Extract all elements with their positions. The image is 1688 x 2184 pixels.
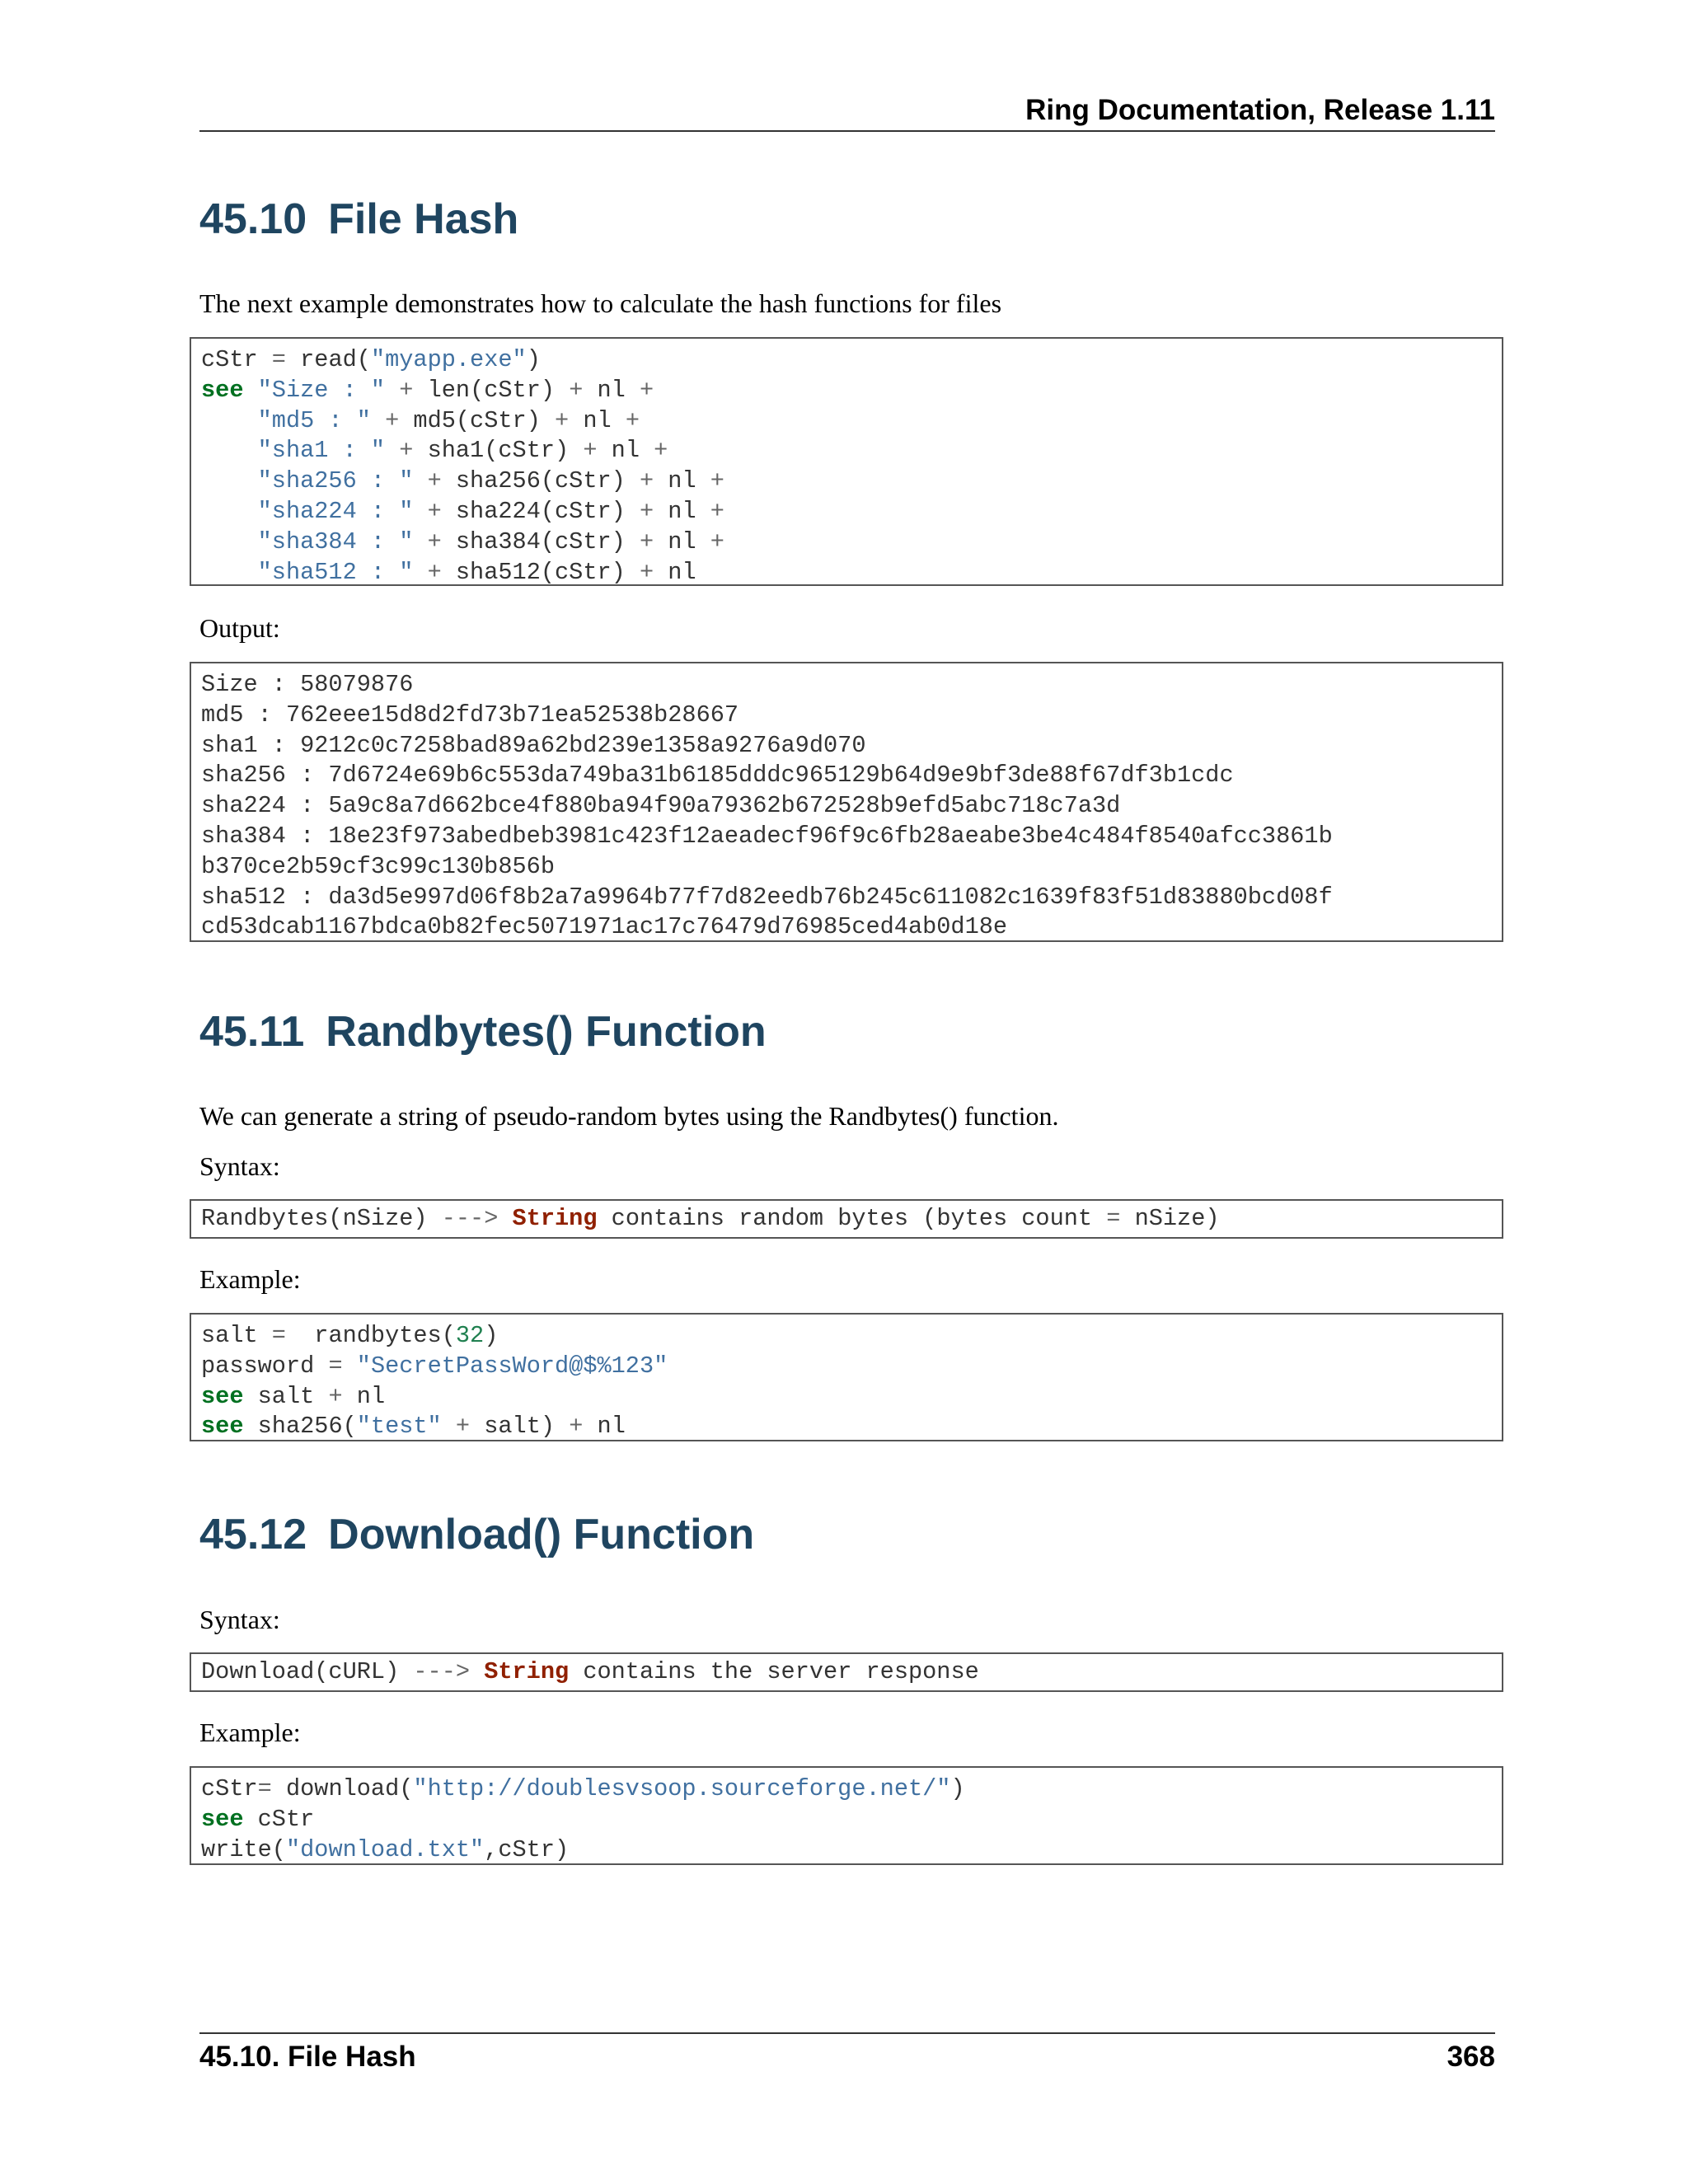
- syntax-label: Syntax:: [199, 1605, 280, 1634]
- section-number: 45.11: [199, 1008, 305, 1056]
- example-label: Example:: [199, 1718, 301, 1747]
- section-title: Randbytes() Function: [326, 1008, 767, 1056]
- example-label: Example:: [199, 1264, 301, 1294]
- code-line: "sha1 : " + sha1(cStr) + nl +: [257, 437, 668, 465]
- code-line: salt = randbytes(32): [201, 1322, 499, 1349]
- code-line: see salt + nl: [201, 1382, 386, 1410]
- output-line: sha256 : 7d6724e69b6c553da749ba31b6185dddc965129b64d9e9bf3de88f67df3b1cdc: [201, 762, 1234, 790]
- output-line: cd53dcab1167bdca0b82fec5071971ac17c76479d76985ced4ab0d18e: [201, 913, 1008, 941]
- code-line: "sha512 : " + sha512(cStr) + nl: [257, 558, 696, 586]
- page-number: 368: [1447, 2041, 1495, 2073]
- code-line: write("download.txt",cStr): [201, 1835, 570, 1863]
- output-line: sha384 : 18e23f973abedbeb3981c423f12aeadecf96f9c6fb28aeabe3be4c484f8540afcc3861b: [201, 822, 1333, 850]
- section-number: 45.12: [199, 1511, 307, 1558]
- code-line: see cStr: [201, 1805, 315, 1833]
- code-block-download-syntax: [190, 1652, 1503, 1692]
- code-line: "sha384 : " + sha384(cStr) + nl +: [257, 527, 724, 555]
- code-line: cStr= download("http://doublesvsoop.sourceforge.net/"): [201, 1775, 965, 1802]
- section-heading-randbytes: [199, 1007, 767, 1057]
- output-label: Output:: [199, 613, 280, 643]
- footer-section-ref: 45.10. File Hash: [199, 2041, 416, 2073]
- output-line: sha224 : 5a9c8a7d662bce4f880ba94f90a79362b672528b9efd5abc718c7a3d: [201, 792, 1121, 820]
- section-heading-file-hash: [199, 194, 518, 244]
- section-number: 45.10: [199, 195, 307, 243]
- output-line: Size : 58079876: [201, 671, 414, 698]
- intro-paragraph: We can generate a string of pseudo-random bytes using the Randbytes() function.: [199, 1101, 1059, 1131]
- code-block-randbytes-syntax: [190, 1199, 1503, 1239]
- intro-paragraph: The next example demonstrates how to calculate the hash functions for files: [199, 288, 1002, 318]
- output-line: sha512 : da3d5e997d06f8b2a7a9964b77f7d82eedb76b245c611082c1639f83f51d83880bcd08f: [201, 883, 1333, 911]
- section-title: File Hash: [328, 195, 519, 243]
- code-line: Randbytes(nSize) ---> String contains random bytes (bytes count = nSize): [201, 1205, 1220, 1232]
- header-rule: [199, 130, 1495, 132]
- code-line: "md5 : " + md5(cStr) + nl +: [257, 406, 640, 434]
- code-line: cStr = read("myapp.exe"): [201, 346, 541, 373]
- code-line: see sha256("test" + salt) + nl: [201, 1413, 626, 1441]
- code-line: Download(cURL) ---> String contains the server response: [201, 1658, 979, 1685]
- output-line: md5 : 762eee15d8d2fd73b71ea52538b28667: [201, 701, 739, 729]
- syntax-label: Syntax:: [199, 1151, 280, 1181]
- code-line: "sha224 : " + sha224(cStr) + nl +: [257, 497, 724, 525]
- section-heading-download: [199, 1510, 754, 1559]
- section-title: Download() Function: [328, 1511, 755, 1558]
- code-block-download-example: [190, 1766, 1503, 1865]
- code-block-randbytes-example: [190, 1313, 1503, 1441]
- code-block-file-hash: [190, 337, 1503, 586]
- footer-rule: [199, 2032, 1495, 2034]
- output-line: b370ce2b59cf3c99c130b856b: [201, 852, 555, 880]
- code-block-output: [190, 662, 1503, 942]
- running-header: Ring Documentation, Release 1.11: [1025, 94, 1495, 126]
- output-line: sha1 : 9212c0c7258bad89a62bd239e1358a9276a9d070: [201, 731, 866, 759]
- code-line: see "Size : " + len(cStr) + nl +: [201, 376, 654, 404]
- code-line: password = "SecretPassWord@$%123": [201, 1352, 668, 1380]
- code-line: "sha256 : " + sha256(cStr) + nl +: [257, 467, 724, 495]
